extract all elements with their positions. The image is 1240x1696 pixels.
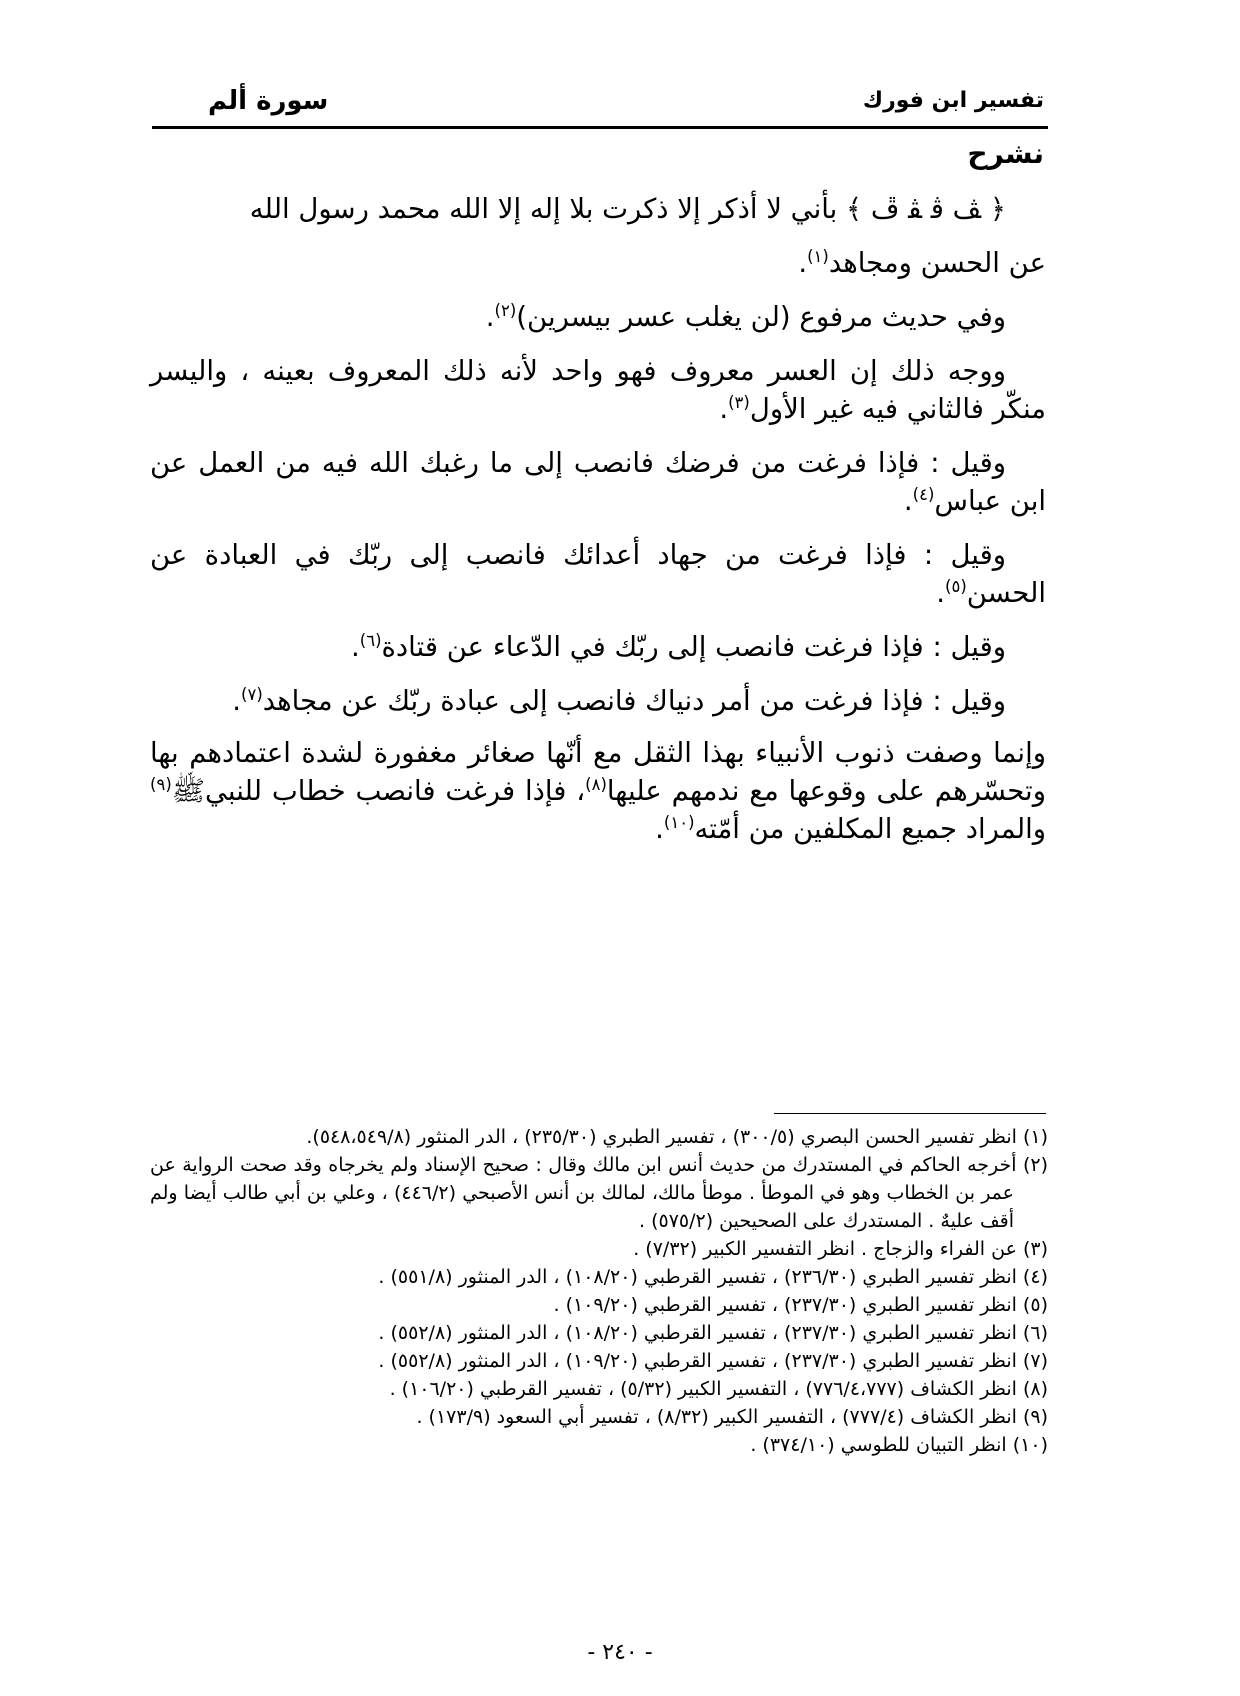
paragraph-text: عن الحسن ومجاهد [828,247,1046,279]
footnotes-section [150,1123,1048,1459]
paragraph-verse [150,190,1046,228]
footnote-ref[interactable]: (٤) [912,484,935,504]
footnote-ref[interactable]: (٢) [494,300,517,320]
footnote: (١) انظر تفسير الحسن البصري (٣٠٠/٥) ، تفسير الطبري (٢٣٥/٣٠) ، الدر المنثور (٥٤٨،٥٤٩/٨). [306,1126,1048,1148]
footnote: (٢) أخرجه الحاكم في المستدرك من حديث أنس ابن مالك وقال : صحيح الإسناد ولم يخرجاه وقد صحت الرواية عن عمر بن الخطاب وهو في الموطأ . موطأ مالك، لمالك بن أنس الأصبحي (٤٤٦/٢) ، وعلي بن أبي طالب أيضا ولم أقف عليهٌ . المستدرك على الصحيحين (٥٧٥/٢) . [150,1154,1048,1232]
paragraph-text: وقيل : فإذا فرغت من جهاد أعدائك فانصب إلى ربّك في العبادة عن الحسن [150,539,1046,609]
paragraph-text: بأني لا أذكر إلا ذكرت بلا إله إلا الله محمد رسول الله [249,193,838,225]
footnote-separator [774,1113,1046,1114]
paragraph: ووجه ذلك إن العسر معروف فهو واحد لأنه ذلك المعروف بعينه ، واليسر منكّر فالثاني فيه غير الأول$^{(٣)}$. [150,355,1046,425]
quran-verse: ﴿ ﭫ ﭬ ﭭ ﭮ ﴾ [846,193,1006,225]
footnote-ref[interactable]: (٩) [150,774,172,794]
paragraph-text: ووجه ذلك إن العسر معروف فهو واحد لأنه ذلك المعروف بعينه ، واليسر منكّر فالثاني فيه غير الأول [150,355,1046,425]
footnote-ref[interactable]: (١) [807,246,829,266]
paragraph-text: والمراد جميع المكلفين من أمّته [694,813,1046,845]
page-number: - ٢٤٠ - [587,1640,653,1665]
header-divider [152,126,1048,129]
paragraph-text: وقيل : فإذا فرغت فانصب إلى ربّك في الدّعاء عن قتادة [381,631,1006,663]
footnote: (٩) انظر الكشاف (٧٧٧/٤) ، التفسير الكبير (٨/٣٢) ، تفسير أبي السعود (١٧٣/٩) . [416,1406,1048,1428]
paragraph: وفي حديث مرفوع (لن يغلب عسر بيسرين)$^{(٢)}$. [485,300,1006,333]
paragraph-text: وقيل : فإذا فرغت من فرضك فانصب إلى ما رغبك الله فيه من العمل عن ابن عباس [150,447,1046,517]
footnote: (٣) عن الفراء والزجاج . انظر التفسير الكبير (٧/٣٢) . [633,1238,1048,1260]
footnote: (٦) انظر تفسير الطبري (٢٣٧/٣٠) ، تفسير القرطبي (١٠٨/٢٠) ، الدر المنثور (٥٥٢/٨) . [378,1322,1048,1344]
paragraph: وقيل : فإذا فرغت من فرضك فانصب إلى ما رغبك الله فيه من العمل عن ابن عباس$^{(٤)}$. [150,447,1046,517]
paragraph-text: وإنما وصفت ذنوب الأنبياء بهذا الثقل مع أنّها صغائر مغفورة لشدة اعتمادهم بها وتحسّرهم على وقوعها مع ندمهم عليها [150,737,1046,807]
footnote-ref[interactable]: (٧) [241,684,263,704]
footnote: (١٠) انظر التبيان للطوسي (٣٧٤/١٠) . [750,1434,1048,1456]
footnote: (٧) انظر تفسير الطبري (٢٣٧/٣٠) ، تفسير القرطبي (١٠٩/٢٠) ، الدر المنثور (٥٥٢/٨) . [378,1350,1048,1372]
footnote: (٤) انظر تفسير الطبري (٢٣٦/٣٠) ، تفسير القرطبي (١٠٨/٢٠) ، الدر المنثور (٥٥١/٨) . [378,1266,1048,1288]
paragraph-text: وفي حديث مرفوع (لن يغلب عسر بيسرين) [516,301,1006,333]
paragraph-text: ، فإذا فرغت فانصب خطاب للنبيﷺ [171,775,586,807]
paragraph: وقيل : فإذا فرغت من أمر دنياك فانصب إلى عبادة ربّك عن مجاهد$^{(٧)}$. [232,684,1006,717]
paragraph: عن الحسن ومجاهد$^{(١)}$. [798,246,1046,279]
footnote-ref[interactable]: (١٠) [663,812,695,832]
footnote-ref[interactable]: (٣) [728,392,750,412]
running-header-book-title: تفسير ابن فورك [862,88,1044,113]
surah-name: نشرح [967,137,1044,170]
footnote-ref[interactable]: (٦) [359,630,382,650]
paragraph-text: وقيل : فإذا فرغت من أمر دنياك فانصب إلى عبادة ربّك عن مجاهد [262,685,1006,717]
running-header-chapter-title: سورة ألم [208,86,329,116]
footnote-ref[interactable]: (٨) [585,774,607,794]
paragraph: وقيل : فإذا فرغت فانصب إلى ربّك في الدّعاء عن قتادة$^{(٦)}$. [351,630,1006,663]
footnote: (٥) انظر تفسير الطبري (٢٣٧/٣٠) ، تفسير القرطبي (١٠٩/٢٠) . [553,1294,1048,1316]
paragraph: وقيل : فإذا فرغت من جهاد أعدائك فانصب إلى ربّك في العبادة عن الحسن$^{(٥)}$. [150,539,1046,609]
footnote: (٨) انظر الكشاف (٧٧٦/٤،٧٧٧) ، التفسير الكبير (٥/٣٢) ، تفسير القرطبي (١٠٦/٢٠) . [389,1378,1048,1400]
footnote-ref[interactable]: (٥) [945,576,967,596]
commentary-body [150,190,1046,864]
paragraph: وإنما وصفت ذنوب الأنبياء بهذا الثقل مع أنّها صغائر مغفورة لشدة اعتمادهم بها وتحسّرهم على وقوعها مع ندمهم عليها$^{(٨)}$، فإذا فرغت فانصب خطاب للنبيﷺ$^{(٩)}$ والمراد جميع المكلفين من أمّته$^{(١٠)}$. [150,737,1046,845]
